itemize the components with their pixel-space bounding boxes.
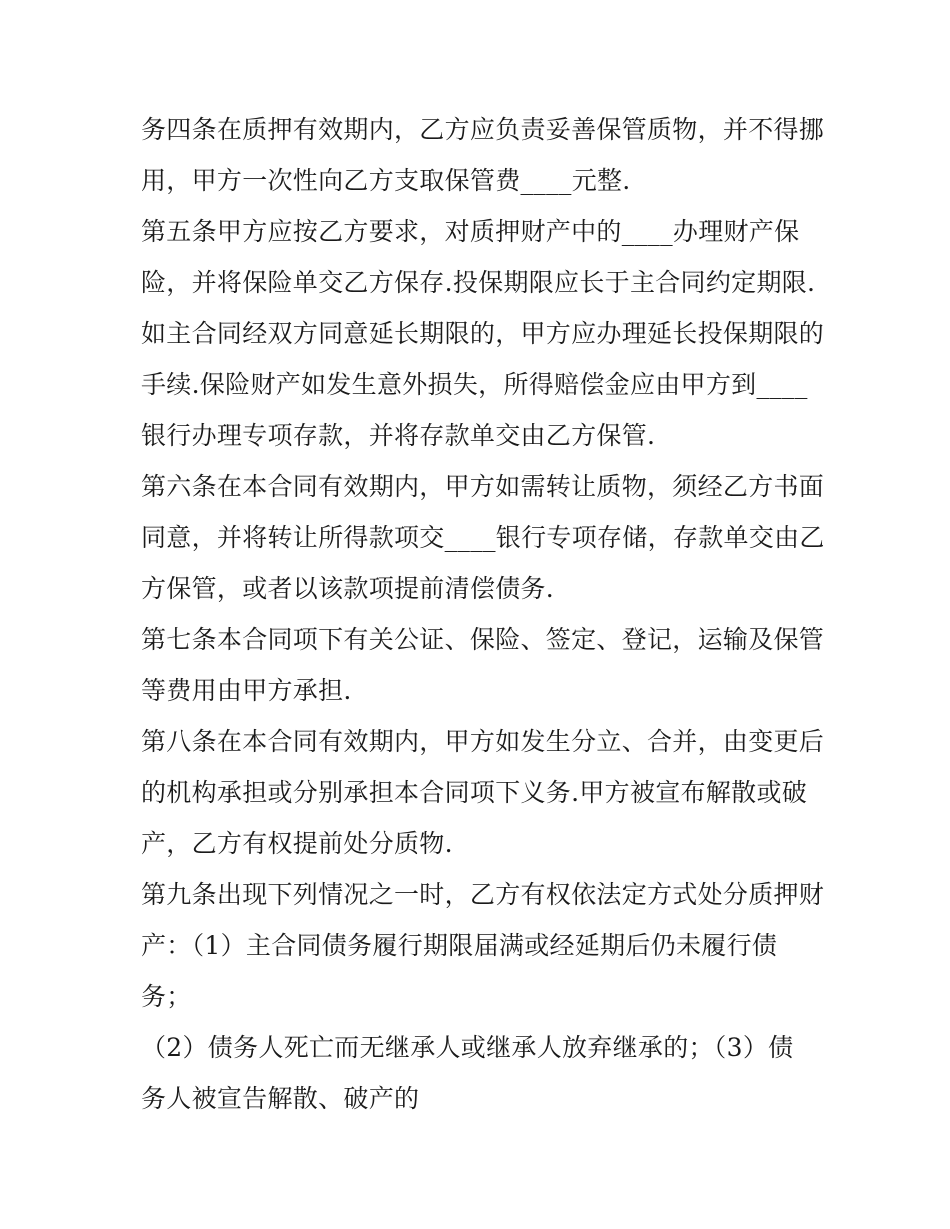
text-line: 险，并将保险单交乙方保存.投保期限应长于主合同约定期限. — [141, 268, 816, 297]
text-line: 第七条本合同项下有关公证、保险、签定、登记，运输及保管 — [141, 625, 825, 654]
text-line: 产，乙方有权提前处分质物. — [141, 829, 453, 858]
text-line: 银行办理专项存款，并将存款单交由乙方保管. — [141, 421, 656, 450]
text-line: 如主合同经双方同意延长期限的，甲方应办理延长投保期限的 — [141, 319, 825, 348]
text-line: 方保管，或者以该款项提前清偿债务. — [141, 574, 555, 603]
text-line: 用，甲方一次性向乙方支取保管费____元整. — [141, 166, 631, 195]
text-line: 产：（1）主合同债务履行期限届满或经延期后仍未履行债 — [141, 931, 778, 960]
text-line: 第八条在本合同有效期内，甲方如发生分立、合并，由变更后 — [141, 727, 825, 756]
text-line: 第六条在本合同有效期内，甲方如需转让质物，须经乙方书面 — [141, 472, 825, 501]
text-line: 的机构承担或分别承担本合同项下义务.甲方被宣布解散或破 — [141, 778, 808, 807]
document-body — [141, 104, 825, 1124]
text-line: 同意，并将转让所得款项交____银行专项存储，存款单交由乙 — [141, 523, 825, 552]
text-line: 务人被宣告解散、破产的 — [141, 1084, 420, 1113]
text-line: 第九条出现下列情况之一时，乙方有权依法定方式处分质押财 — [141, 880, 825, 909]
text-line: 务； — [141, 982, 192, 1011]
text-line: 务四条在质押有效期内，乙方应负责妥善保管质物，并不得挪 — [141, 115, 825, 144]
text-line: 手续.保险财产如发生意外损失，所得赔偿金应由甲方到____ — [141, 370, 808, 399]
text-line: 第五条甲方应按乙方要求，对质押财产中的____办理财产保 — [141, 217, 800, 246]
text-line: 等费用由甲方承担. — [141, 676, 352, 705]
text-line: （2）债务人死亡而无继承人或继承人放弃继承的；（3）债 — [141, 1033, 794, 1062]
